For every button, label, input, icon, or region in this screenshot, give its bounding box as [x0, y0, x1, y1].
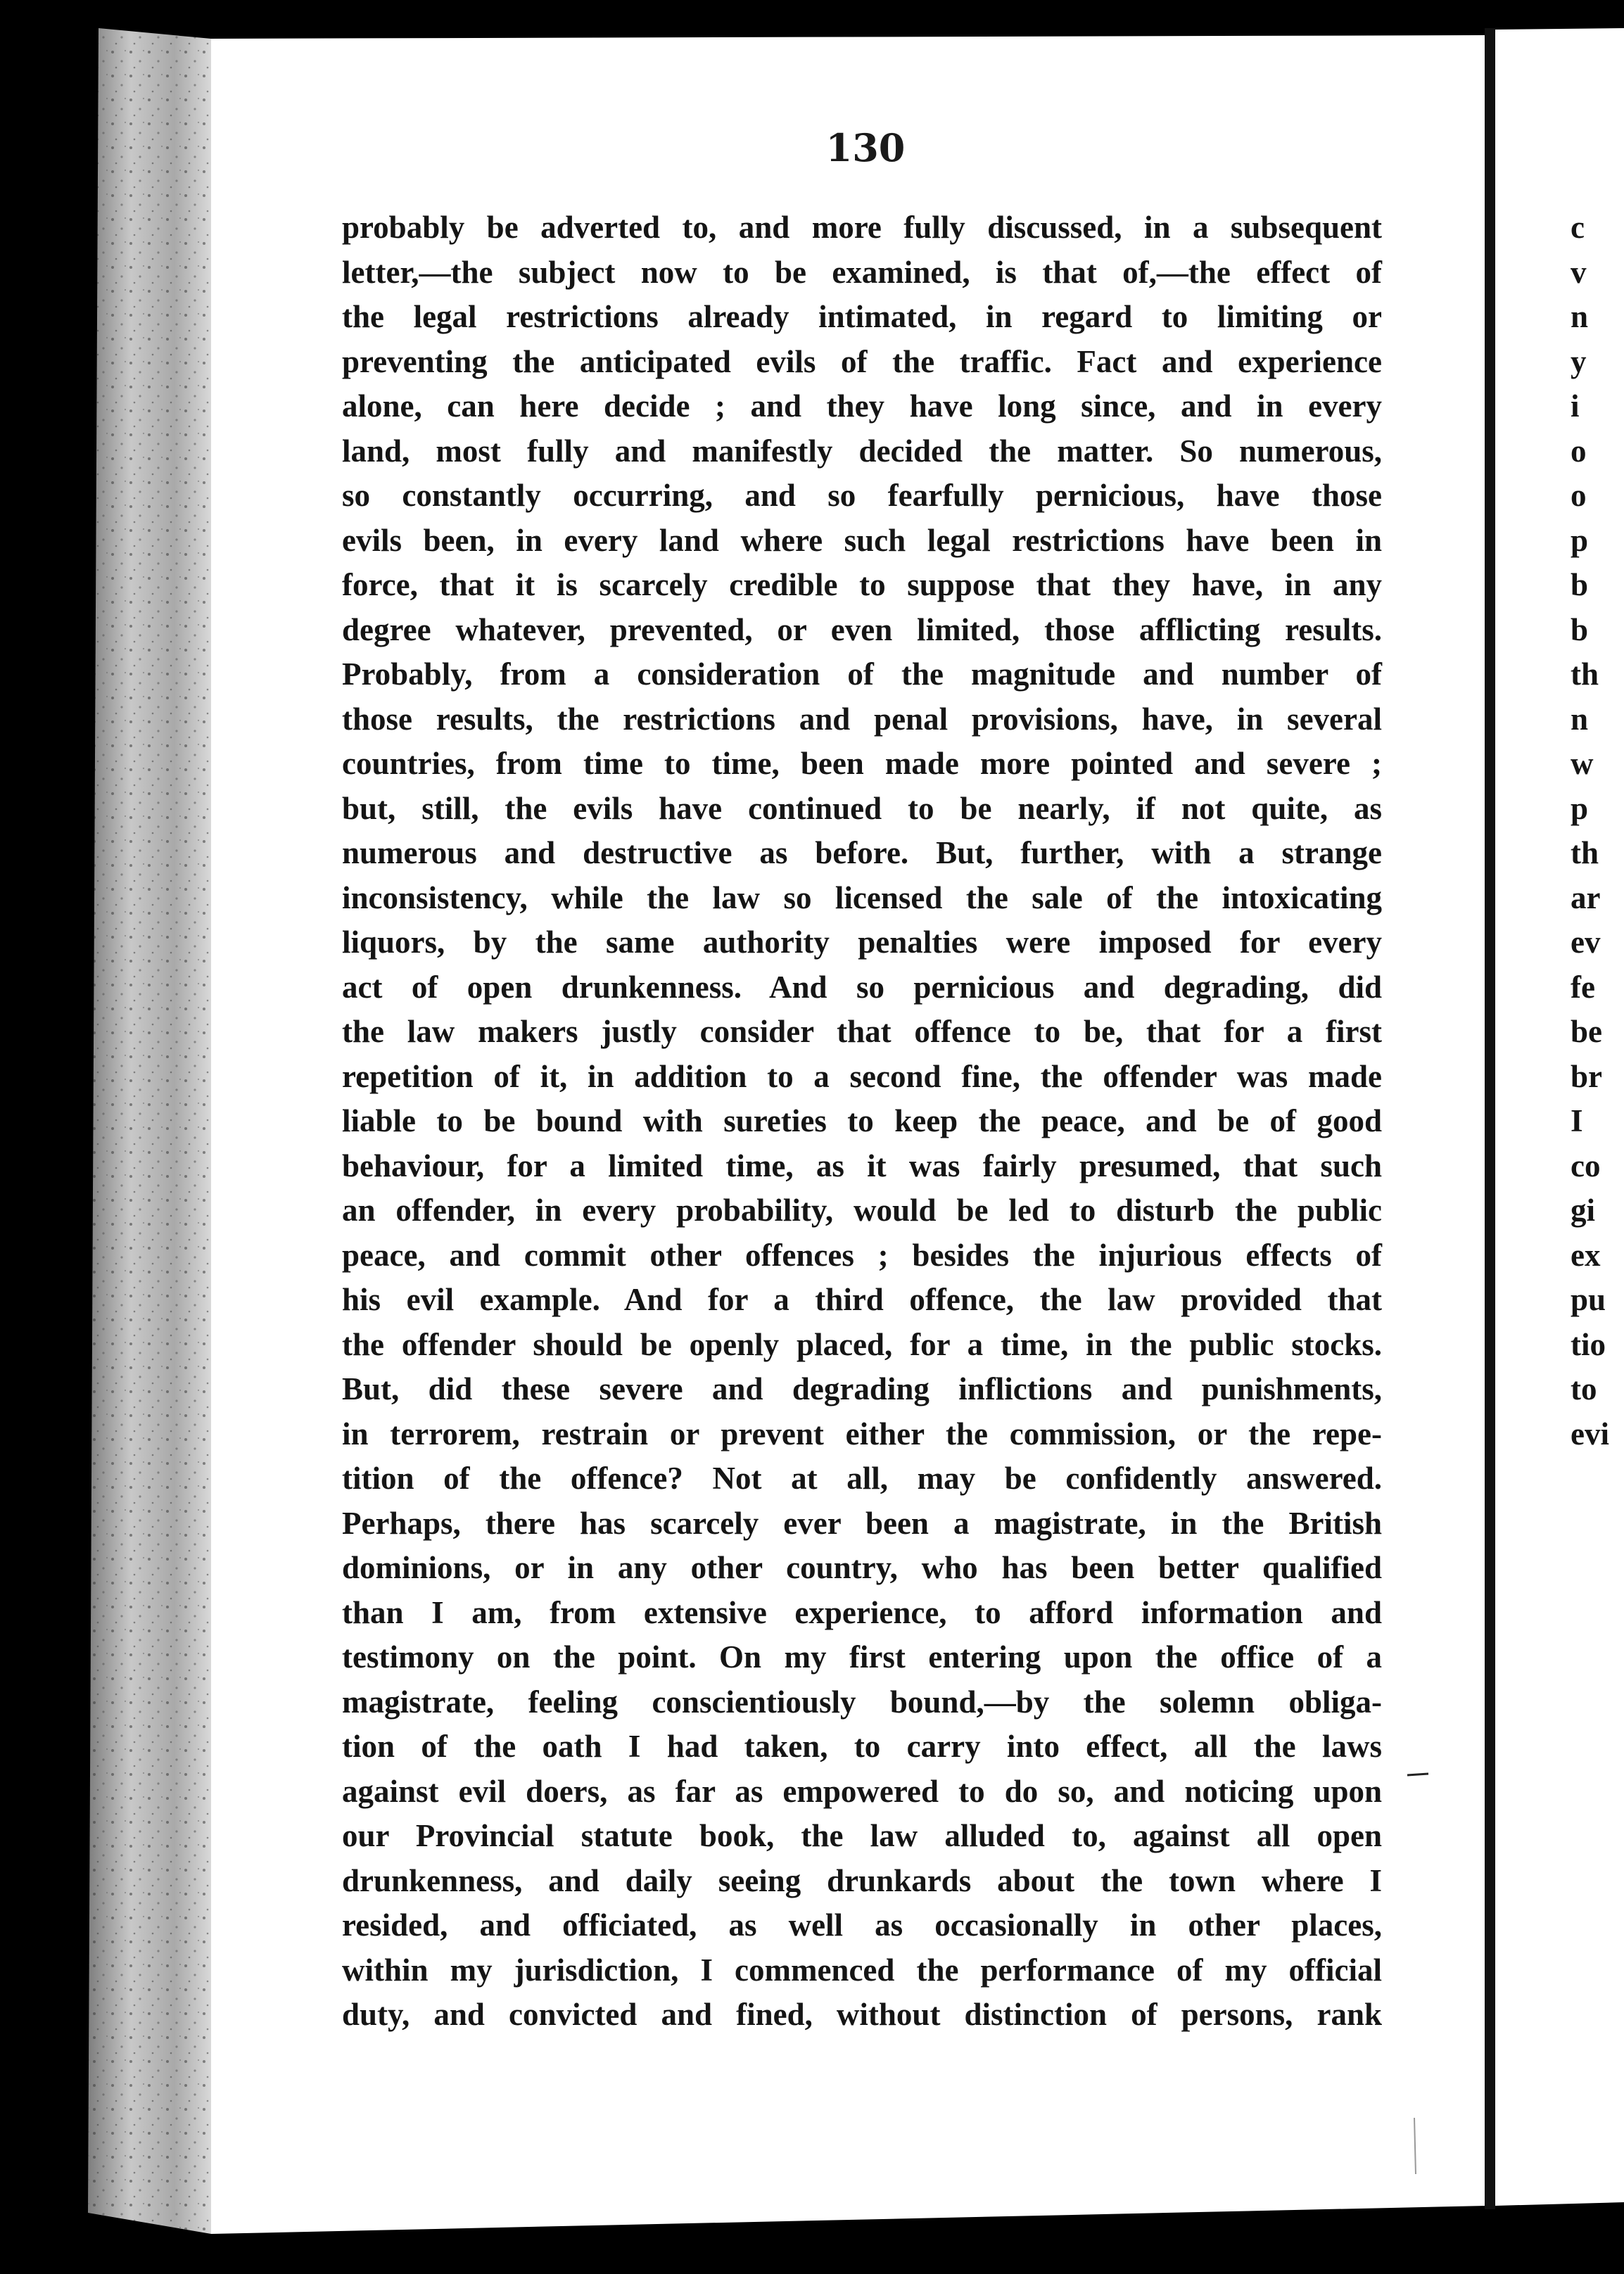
text-line: the offender should be openly placed, for a time, in the public stocks. [342, 1326, 1382, 1362]
next-page-fragment: y [1571, 343, 1587, 379]
text-line: tion of the oath I had taken, to carry into effect, all the laws [342, 1729, 1382, 1764]
next-page-fragment: gi [1571, 1193, 1596, 1228]
text-line: testimony on the point. On my first entering upon the office of a [342, 1639, 1382, 1675]
next-page-fragment: co [1571, 1148, 1601, 1183]
text-line: letter,—the subject now to be examined, is that of,—the effect of [342, 254, 1382, 290]
text-line: against evil doers, as far as empowered to do so, and noticing upon [342, 1773, 1382, 1809]
page-number: 130 [825, 125, 906, 170]
next-page-fragment: to [1571, 1371, 1597, 1406]
text-line: preventing the anticipated evils of the traffic. Fact and experience [342, 343, 1382, 379]
text-line: liable to be bound with sureties to keep the peace, and be of good [342, 1103, 1382, 1138]
next-page-fragment: evi [1571, 1416, 1609, 1452]
next-page-fragment: n [1571, 701, 1589, 737]
text-line: dominions, or in any other country, who has been better qualified [342, 1550, 1382, 1585]
text-line: liquors, by the same authority penalties were imposed for every [342, 925, 1382, 960]
next-page-fragment: b [1571, 611, 1589, 647]
text-line: repetition of it, in addition to a second fine, the offender was made [342, 1058, 1382, 1094]
text-line: within my jurisdiction, I commenced the performance of my official [342, 1952, 1382, 1988]
text-line: evils been, in every land where such legal restrictions have been in [342, 522, 1382, 558]
next-page-fragment: n [1571, 299, 1589, 334]
text-line: degree whatever, prevented, or even limited, those afflicting results. [342, 611, 1382, 647]
text-line: the law makers justly consider that offence to be, that for a first [342, 1014, 1382, 1049]
next-page-fragment: be [1571, 1014, 1602, 1049]
text-line: land, most fully and manifestly decided the matter. So numerous, [342, 433, 1382, 469]
next-page-fragment: br [1571, 1058, 1602, 1094]
text-line: the legal restrictions already intimated, in regard to limiting or [342, 299, 1382, 334]
next-page-fragment: tio [1571, 1326, 1606, 1362]
next-page-fragment: ar [1571, 879, 1601, 915]
text-line: drunkenness, and daily seeing drunkards about the town where I [342, 1862, 1382, 1898]
text-line: an offender, in every probability, would be led to disturb the public [342, 1193, 1382, 1228]
text-line: in terrorem, restrain or prevent either the commission, or the repe- [342, 1416, 1382, 1452]
text-line: our Provincial statute book, the law alluded to, against all open [342, 1818, 1382, 1853]
text-line: numerous and destructive as before. But, further, with a strange [342, 835, 1382, 870]
next-page-fragment: pu [1571, 1282, 1606, 1317]
text-line: But, did these severe and degrading inflictions and punishments, [342, 1371, 1382, 1406]
text-line: behaviour, for a limited time, as it was fairly presumed, that such [342, 1148, 1382, 1183]
text-line: Perhaps, there has scarcely ever been a magistrate, in the British [342, 1505, 1382, 1541]
text-line: duty, and convicted and fined, without distinction of persons, rank [342, 1997, 1382, 2032]
next-page-fragment: fe [1571, 969, 1595, 1005]
next-page-fragment: I [1571, 1103, 1583, 1138]
next-page-fragment: p [1571, 790, 1589, 826]
text-line: resided, and officiated, as well as occasionally in other places, [342, 1907, 1382, 1943]
text-line: inconsistency, while the law so licensed the sale of the intoxicating [342, 879, 1382, 915]
text-line: tition of the offence? Not at all, may be confidently answered. [342, 1461, 1382, 1496]
text-line: than I am, from extensive experience, to afford information and [342, 1594, 1382, 1630]
text-line: magistrate, feeling conscientiously bound,—by the solemn obliga- [342, 1684, 1382, 1720]
text-line: probably be adverted to, and more fully discussed, in a subsequent [342, 210, 1382, 245]
next-page-fragment: b [1571, 567, 1589, 602]
next-page-fragment: v [1571, 254, 1587, 290]
next-page-fragment: p [1571, 522, 1589, 558]
next-page-fragment: th [1571, 835, 1599, 870]
text-line: force, that it is scarcely credible to suppose that they have, in any [342, 567, 1382, 602]
text-line: those results, the restrictions and penal provisions, have, in several [342, 701, 1382, 737]
next-page-fragment: i [1571, 388, 1580, 424]
next-page-fragment: o [1571, 478, 1587, 513]
text-line: Probably, from a consideration of the magnitude and number of [342, 656, 1382, 692]
text-line: his evil example. And for a third offence, the law provided that [342, 1282, 1382, 1317]
text-line: alone, can here decide ; and they have long since, and in every [342, 388, 1382, 424]
next-page-fragment: c [1571, 210, 1585, 245]
next-page-fragment: ex [1571, 1237, 1601, 1273]
text-line: but, still, the evils have continued to be nearly, if not quite, as [342, 790, 1382, 826]
text-line: peace, and commit other offences ; besides the injurious effects of [342, 1237, 1382, 1273]
next-page-fragment: w [1571, 746, 1594, 781]
text-line: act of open drunkenness. And so pernicious and degrading, did [342, 969, 1382, 1005]
next-page-fragment: o [1571, 433, 1587, 469]
next-page-text [1571, 205, 1624, 1456]
text-line: countries, from time to time, been made more pointed and severe ; [342, 746, 1382, 781]
text-line: so constantly occurring, and so fearfully pernicious, have those [342, 478, 1382, 513]
body-text [342, 205, 1382, 2038]
next-page-fragment: ev [1571, 925, 1601, 960]
next-page-fragment: th [1571, 656, 1599, 692]
